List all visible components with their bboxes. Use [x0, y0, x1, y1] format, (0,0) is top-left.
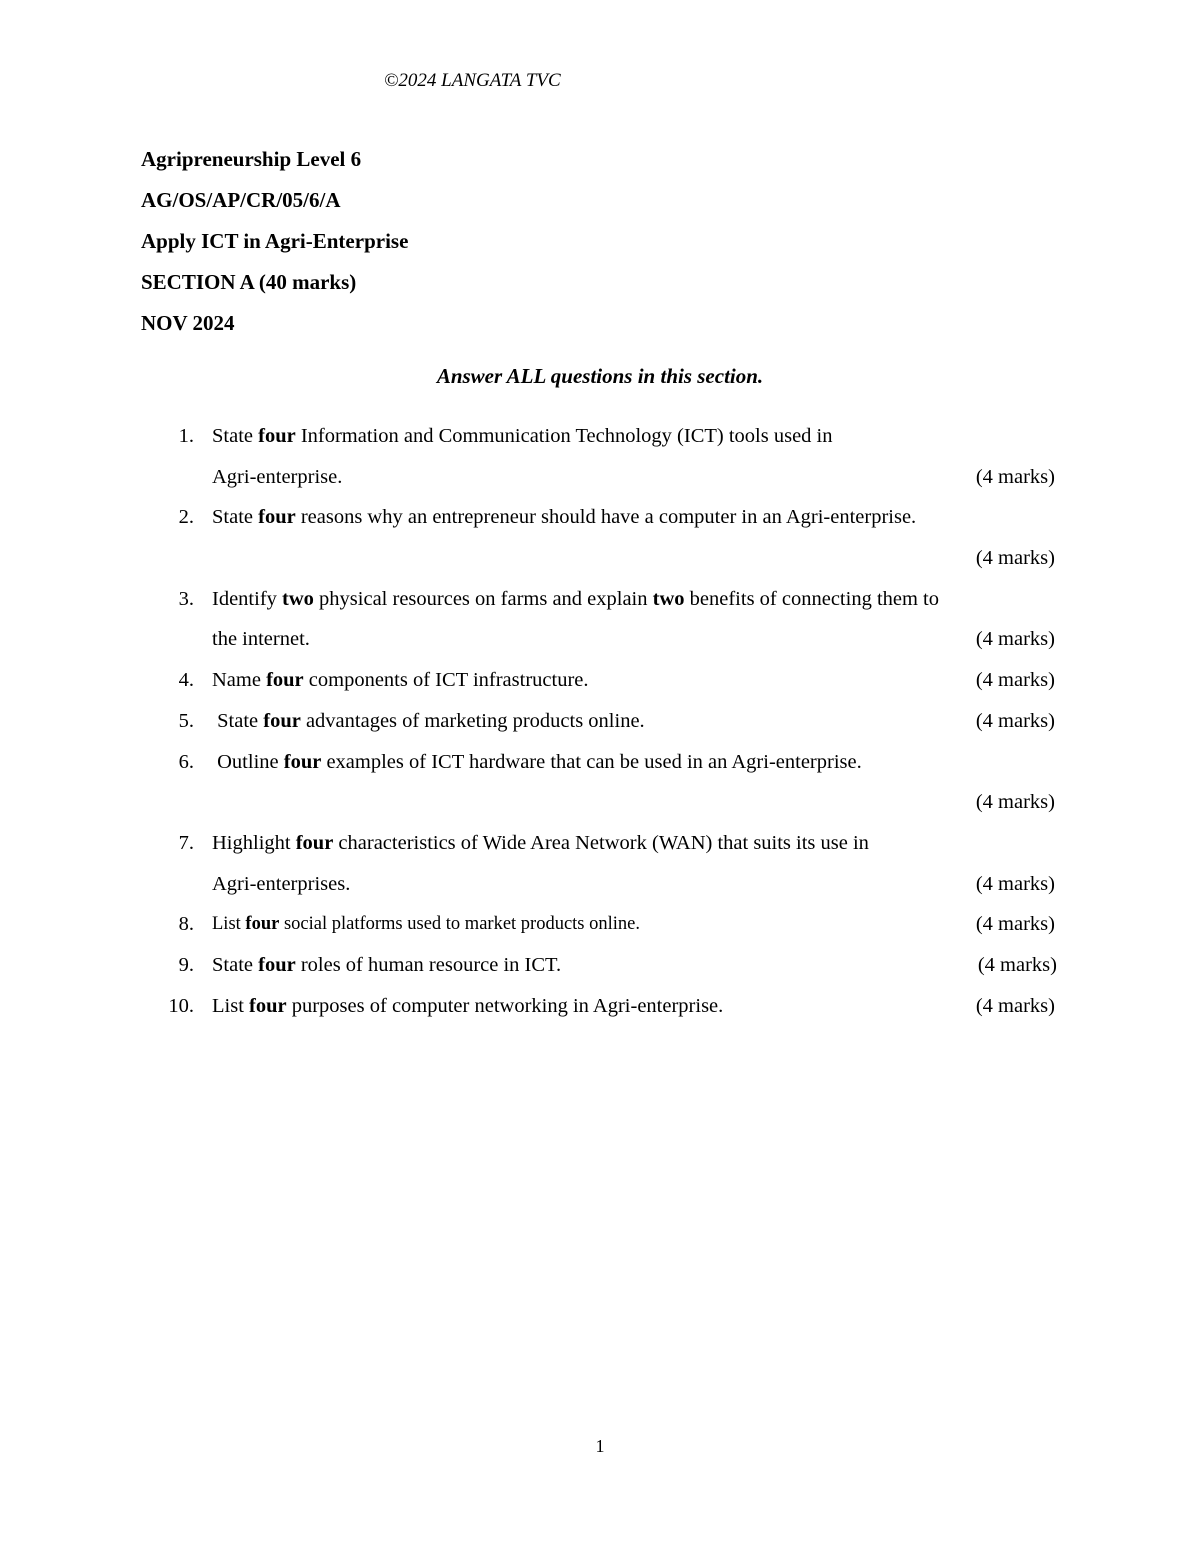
question-marks: (4 marks): [975, 994, 1055, 1017]
question-8: [170, 910, 1060, 951]
question-text-continuation: Agri-enterprise.: [212, 465, 343, 488]
question-number: 6.: [178, 750, 194, 773]
course-code: AG/OS/AP/CR/05/6/A: [141, 188, 341, 212]
title-block: [141, 146, 408, 351]
question-marks: (4 marks): [975, 791, 1055, 814]
question-text: List four purposes of computer networking in Agri-enterprise.: [212, 994, 724, 1017]
question-text: Highlight four characteristics of Wide Area Network (WAN) that suits its use in: [212, 831, 869, 854]
question-number: 2.: [178, 506, 194, 529]
section-title: SECTION A (40 marks): [141, 270, 357, 294]
question-1-continuation: [170, 463, 1060, 504]
question-marks: (4 marks): [975, 709, 1055, 732]
question-number: 5.: [178, 709, 194, 732]
question-3: [170, 585, 1060, 626]
question-6: [170, 748, 1060, 789]
question-9: [170, 951, 1060, 992]
question-text: State four advantages of marketing products online.: [212, 709, 645, 732]
question-marks: (4 marks): [975, 547, 1055, 570]
question-3-continuation: [170, 625, 1060, 666]
question-marks: (4 marks): [975, 913, 1055, 936]
question-6-marks-line: [170, 788, 1060, 829]
question-marks: (4 marks): [975, 669, 1055, 692]
question-marks: (4 marks): [975, 628, 1055, 651]
question-text: State four roles of human resource in ICT.: [212, 953, 562, 976]
question-number: 3.: [178, 587, 194, 610]
question-text: State four reasons why an entrepreneur should have a computer in an Agri-enterprise.: [212, 506, 917, 529]
question-text: Name four components of ICT infrastructure.: [212, 669, 589, 692]
question-text: List four social platforms used to market products online.: [212, 914, 640, 935]
question-list: [170, 422, 1060, 1032]
question-marks: (4 marks): [975, 465, 1055, 488]
question-10: [170, 992, 1060, 1033]
question-number: 9.: [178, 953, 194, 976]
copyright-header: ©2024 LANGATA TVC: [384, 70, 561, 91]
question-7: [170, 829, 1060, 870]
question-text: State four Information and Communication Technology (ICT) tools used in: [212, 425, 833, 447]
question-number: 10.: [168, 994, 194, 1017]
question-number: 7.: [178, 831, 194, 854]
question-text: Outline four examples of ICT hardware that can be used in an Agri-enterprise.: [212, 750, 862, 773]
question-text-continuation: the internet.: [212, 628, 310, 651]
question-7-continuation: [170, 870, 1060, 911]
question-4: [170, 666, 1060, 707]
question-marks: (4 marks): [975, 872, 1055, 895]
question-5: [170, 707, 1060, 748]
instruction: Answer ALL questions in this section.: [436, 364, 764, 388]
question-text: Identify two physical resources on farms and explain two benefits of connecting them to: [212, 587, 939, 610]
page-number: 1: [595, 1436, 605, 1456]
question-number: 8.: [178, 913, 194, 936]
course-title: Agripreneurship Level 6: [141, 147, 362, 171]
question-2: [170, 503, 1060, 544]
question-marks: (4 marks): [977, 953, 1057, 976]
question-2-marks-line: [170, 544, 1060, 585]
question-number: 1.: [178, 425, 194, 447]
exam-date: NOV 2024: [141, 311, 235, 335]
question-text-continuation: Agri-enterprises.: [212, 872, 351, 895]
question-number: 4.: [178, 669, 194, 692]
unit-title: Apply ICT in Agri-Enterprise: [141, 229, 409, 253]
question-1: [170, 422, 1060, 463]
